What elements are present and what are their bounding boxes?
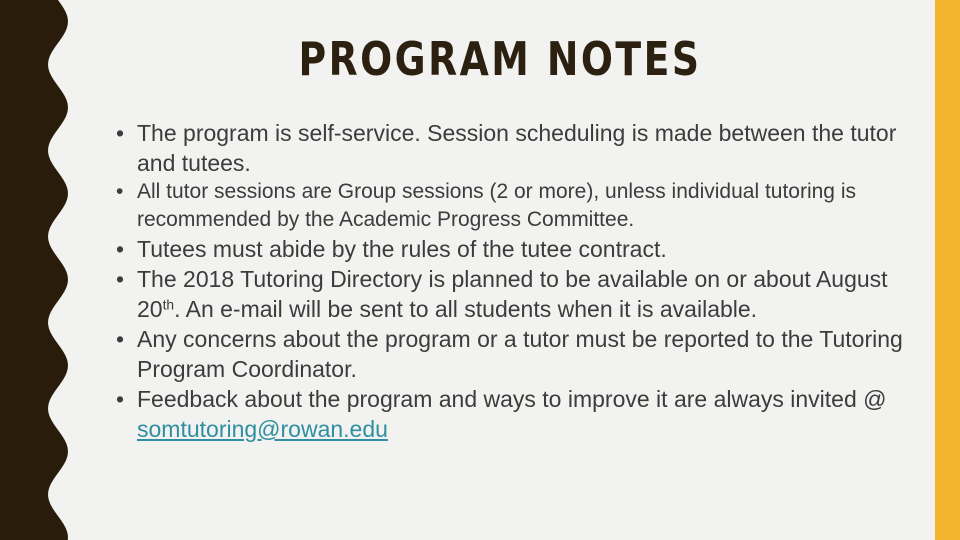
bullet-dot: • <box>116 120 125 146</box>
ordinal-suffix: th <box>162 297 175 313</box>
bullet-text: All tutor sessions are Group sessions (2 or more), unless individual tutoring is recommended by the Academic Progress Committee. <box>137 180 856 231</box>
bullet-text: Tutees must abide by the rules of the tutee contract. <box>137 236 667 262</box>
bullet-dot: • <box>116 386 125 412</box>
email-link[interactable]: somtutoring@rowan.edu <box>137 416 388 442</box>
wavy-left-border <box>0 0 80 540</box>
bullet-item <box>116 234 916 264</box>
bullet-list <box>116 118 916 444</box>
bullet-item <box>116 264 916 324</box>
bullet-text <box>137 386 887 442</box>
bullet-text: The program is self-service. Session scheduling is made between the tutor and tutees. <box>137 120 897 176</box>
bullet-dot: • <box>116 236 125 262</box>
bullet-dot: • <box>116 326 125 352</box>
bullet-text: Any concerns about the program or a tutor must be reported to the Tutoring Program Coordinator. <box>137 326 903 382</box>
bullet-item <box>116 178 916 234</box>
bullet-text-part: . An e-mail will be sent to all students when it is available. <box>174 296 758 322</box>
slide-title: PROGRAM NOTES <box>298 32 702 86</box>
accent-bar <box>935 0 960 540</box>
bullet-dot: • <box>116 266 125 292</box>
bullet-text-part: The 2018 Tutoring Directory is planned to be available on or about August 20 <box>137 266 888 322</box>
bullet-dot: • <box>116 180 124 203</box>
bullet-item <box>116 384 916 444</box>
bullet-item <box>116 324 916 384</box>
bullet-item <box>116 118 916 178</box>
bullet-text-part: Feedback about the program and ways to improve it are always invited @ <box>137 386 887 412</box>
bullet-text <box>137 266 888 322</box>
